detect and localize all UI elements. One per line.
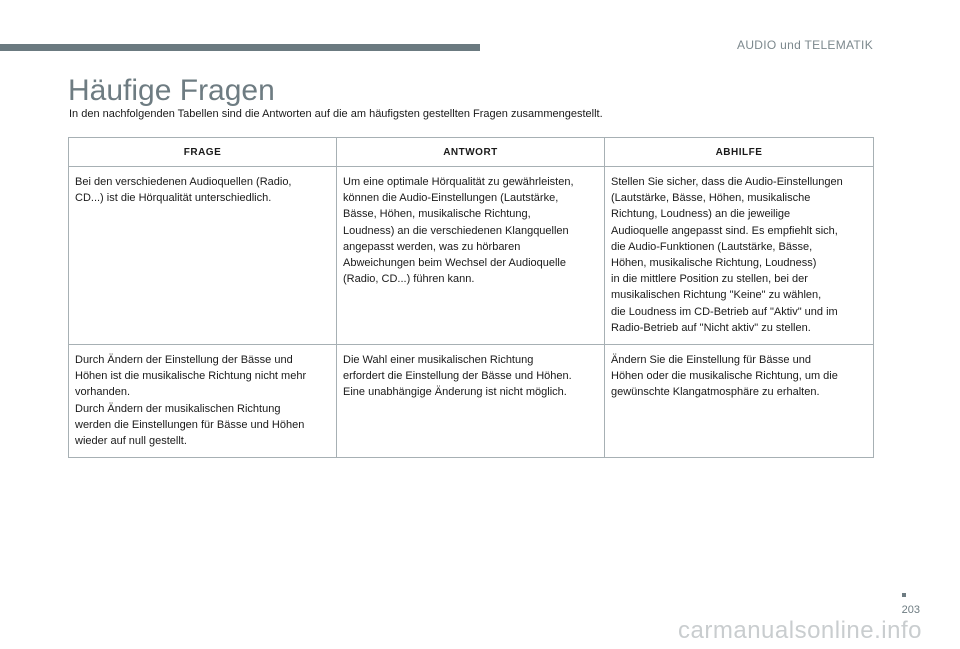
cell-antwort: Die Wahl einer musikalischen Richtung erfordert die Einstellung der Bässe und Höhen. Eine unabhängige Änderung ist nicht möglich. (337, 345, 605, 458)
header-accent-bar (0, 44, 480, 51)
cell-frage: Durch Ändern der Einstellung der Bässe und Höhen ist die musikalische Richtung nicht mehr vorhanden. Durch Ändern der musikalischen Richtung werden die Einstellungen für Bässe und Höhen wieder auf null gestellt. (69, 345, 337, 458)
cell-abhilfe: Stellen Sie sicher, dass die Audio-Einstellungen (Lautstärke, Bässe, Höhen, musikalische Richtung, Loudness) an die jeweilige Audioquelle angepasst sind. Es empfiehlt sich, die Audio-Funktionen (Lautstärke, Bässe, Höhen, musikalische Richtung, Loudness) in die mittlere Position zu stellen, bei der musikalischen Richtung "Keine" zu wählen, die Loudness im CD-Betrieb auf "Aktiv" und im Radio-Betrieb auf "Nicht aktiv" zu stellen. (605, 167, 874, 345)
column-header-frage: FRAGE (69, 138, 337, 167)
table-row (69, 345, 874, 458)
page-number: 203 (901, 604, 920, 616)
table-header-row (69, 138, 874, 167)
page-marker-square (902, 593, 906, 597)
intro-text: In den nachfolgenden Tabellen sind die Antworten auf die am häufigsten gestellten Fragen zusammengestellt. (69, 108, 603, 120)
watermark-text: carmanualsonline.info (678, 617, 922, 644)
column-header-abhilfe: ABHILFE (605, 138, 874, 167)
faq-table (68, 137, 874, 458)
cell-frage: Bei den verschiedenen Audioquellen (Radio, CD...) ist die Hörqualität unterschiedlich. (69, 167, 337, 345)
cell-abhilfe: Ändern Sie die Einstellung für Bässe und Höhen oder die musikalische Richtung, um die gewünschte Klangatmosphäre zu erhalten. (605, 345, 874, 458)
page-title: Häufige Fragen (68, 74, 275, 107)
column-header-antwort: ANTWORT (337, 138, 605, 167)
section-header: AUDIO und TELEMATIK (737, 38, 873, 52)
cell-antwort: Um eine optimale Hörqualität zu gewährleisten, können die Audio-Einstellungen (Lautstärke, Bässe, Höhen, musikalische Richtung, Loudness) an die verschiedenen Klangquellen angepasst werden, was zu hörbaren Abweichungen beim Wechsel der Audioquelle (Radio, CD...) führen kann. (337, 167, 605, 345)
table-row (69, 167, 874, 345)
